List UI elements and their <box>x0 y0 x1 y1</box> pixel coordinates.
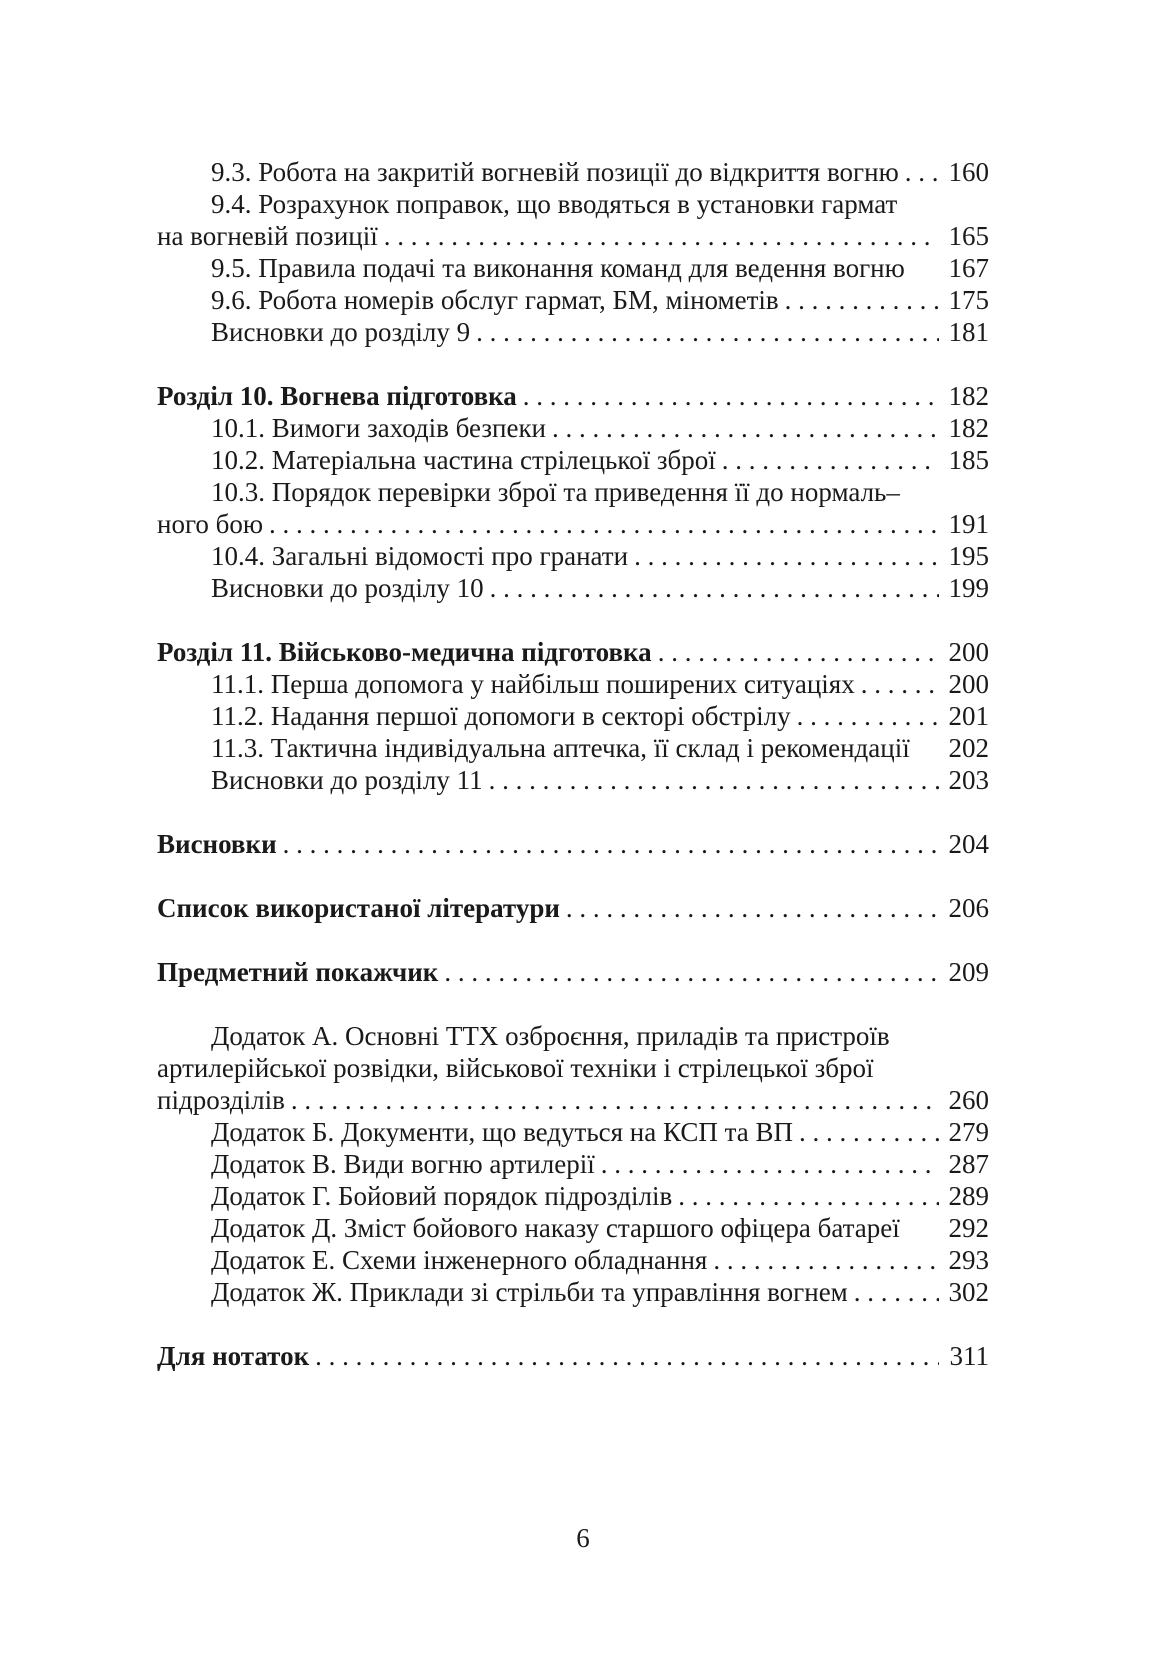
toc-entry-title: 11.1. Перша допомога у найбільш поширених ситуаціях <box>211 669 855 699</box>
table-of-contents <box>157 156 989 1372</box>
toc-page-number: 260 <box>948 1085 989 1115</box>
leader-dots <box>552 412 939 444</box>
toc-page-number: 287 <box>948 1149 989 1179</box>
toc-entry-9-4-line2[interactable] <box>157 220 989 252</box>
toc-conclusions[interactable] <box>157 828 989 860</box>
toc-page-number: 293 <box>948 1245 989 1275</box>
toc-entry-9-6[interactable] <box>157 284 989 316</box>
toc-entry-11-conclusions[interactable] <box>157 764 989 796</box>
toc-entry-title: Додаток Г. Бойовий порядок підрозділів <box>211 1181 673 1211</box>
toc-page-number: 191 <box>948 509 989 539</box>
toc-page-number: 289 <box>948 1181 989 1211</box>
leader-dots <box>291 1084 939 1116</box>
toc-chapter-11[interactable] <box>157 636 989 668</box>
toc-entry-9-3[interactable] <box>157 156 989 188</box>
leader-dots <box>269 508 939 540</box>
leader-dots <box>905 156 939 188</box>
toc-page-number: 200 <box>948 637 989 667</box>
toc-entry-10-1[interactable] <box>157 412 989 444</box>
toc-entry-title: 11.2. Надання першої допомоги в секторі обстрілу <box>211 701 791 731</box>
leader-dots <box>315 1340 939 1372</box>
toc-page-number: 181 <box>948 317 989 347</box>
leader-dots <box>854 1276 939 1308</box>
leader-dots <box>490 572 939 604</box>
leader-dots <box>634 540 939 572</box>
toc-entry-title: Висновки до розділу 11 <box>211 765 483 795</box>
toc-entry-10-3-line2[interactable] <box>157 508 989 540</box>
toc-page-number: 209 <box>948 957 989 987</box>
toc-appendix-g[interactable] <box>157 1180 989 1212</box>
toc-page-number: 199 <box>948 573 989 603</box>
toc-entry-title-continuation: ного бою <box>157 509 264 539</box>
chapter-title: Висновки <box>157 829 277 859</box>
toc-entry-11-1[interactable] <box>157 668 989 700</box>
toc-entry-title-continuation: на вогневій позиції <box>157 221 378 251</box>
toc-subject-index[interactable] <box>157 956 989 988</box>
toc-entry-title: 10.1. Вимоги заходів безпеки <box>211 413 547 443</box>
leader-dots <box>713 1244 939 1276</box>
toc-page-number: 185 <box>948 445 989 475</box>
chapter-title: Предметний покажчик <box>157 957 439 987</box>
toc-entry-title: Додаток Е. Схеми інженерного обладнання <box>211 1245 708 1275</box>
toc-entry-title: Висновки до розділу 9 <box>211 317 471 347</box>
leader-dots <box>384 220 939 252</box>
toc-chapter-10[interactable] <box>157 380 989 412</box>
leader-dots <box>444 956 939 988</box>
toc-page-number: 202 <box>948 733 989 763</box>
toc-entry-11-2[interactable] <box>157 700 989 732</box>
toc-entry-title: 10.3. Порядок перевірки зброї та приведення її до нормаль– <box>211 477 900 507</box>
toc-page-number: 292 <box>948 1213 989 1243</box>
leader-dots <box>722 444 939 476</box>
leader-dots <box>489 764 939 796</box>
toc-notes[interactable] <box>157 1340 989 1372</box>
toc-page-number: 182 <box>948 381 989 411</box>
toc-page-number: 167 <box>948 253 989 283</box>
chapter-title: Розділ 10. Вогнева підготовка <box>157 381 517 411</box>
toc-entry-title: 10.4. Загальні відомості про гранати <box>211 541 629 571</box>
toc-entry-title: 9.4. Розрахунок поправок, що вводяться в установки гармат <box>211 189 898 219</box>
chapter-title: Список використаної літератури <box>157 893 560 923</box>
leader-dots <box>785 284 939 316</box>
toc-entry-9-conclusions[interactable] <box>157 316 989 348</box>
toc-page-number: 195 <box>948 541 989 571</box>
toc-entry-title: 9.6. Робота номерів обслуг гармат, БМ, мінометів <box>211 285 779 315</box>
toc-page-number: 204 <box>948 829 989 859</box>
toc-entry-title: 11.3. Тактична індивідуальна аптечка, її склад і рекомендації <box>211 733 910 763</box>
toc-entry-title: 9.5. Правила подачі та виконання команд для ведення вогню <box>211 253 905 283</box>
page-footer-number: 6 <box>576 1523 590 1553</box>
toc-entry-9-5[interactable] <box>157 252 989 284</box>
toc-entry-title: Висновки до розділу 10 <box>211 573 484 603</box>
leader-dots <box>658 636 939 668</box>
leader-dots <box>797 700 939 732</box>
leader-dots <box>523 380 939 412</box>
toc-entry-10-conclusions[interactable] <box>157 572 989 604</box>
toc-appendix-v[interactable] <box>157 1148 989 1180</box>
toc-appendix-a-line3[interactable] <box>157 1084 989 1116</box>
toc-appendix-zh[interactable] <box>157 1276 989 1308</box>
toc-entry-title: 9.3. Робота на закритій вогневій позиції до відкриття вогню <box>211 157 899 187</box>
toc-entry-title: Додаток Д. Зміст бойового наказу старшого офіцера батареї <box>211 1213 900 1243</box>
leader-dots <box>566 892 939 924</box>
toc-appendix-b[interactable] <box>157 1116 989 1148</box>
toc-entry-10-4[interactable] <box>157 540 989 572</box>
leader-dots <box>799 1116 939 1148</box>
toc-appendix-a-line2[interactable] <box>157 1052 989 1084</box>
toc-appendix-a-line1[interactable] <box>157 1020 989 1052</box>
chapter-title: Розділ 11. Військово-медична підготовка <box>157 637 652 667</box>
toc-appendix-d[interactable] <box>157 1212 989 1244</box>
toc-references[interactable] <box>157 892 989 924</box>
toc-page-number: 175 <box>948 285 989 315</box>
toc-page-number: 201 <box>948 701 989 731</box>
toc-page-number: 203 <box>948 765 989 795</box>
toc-page-number: 279 <box>948 1117 989 1147</box>
toc-page-number: 160 <box>948 157 989 187</box>
toc-entry-title: 10.2. Матеріальна частина стрілецької зброї <box>211 445 716 475</box>
toc-page-number: 302 <box>948 1277 989 1307</box>
leader-dots <box>678 1180 939 1212</box>
toc-entry-title: Додаток Б. Документи, що ведуться на КСП та ВП <box>211 1117 793 1147</box>
toc-page-number: 206 <box>948 893 989 923</box>
toc-entry-10-3-line1[interactable] <box>157 476 989 508</box>
toc-entry-10-2[interactable] <box>157 444 989 476</box>
toc-entry-title-continuation: підрозділів <box>157 1085 285 1115</box>
leader-dots <box>601 1148 939 1180</box>
toc-page-number: 165 <box>948 221 989 251</box>
toc-entry-title: Додаток В. Види вогню артилерії <box>211 1149 595 1179</box>
toc-page-number: 182 <box>948 413 989 443</box>
toc-entry-title: Додаток А. Основні ТТХ озброєння, приладів та пристроїв <box>211 1021 890 1051</box>
toc-entry-11-3[interactable] <box>157 732 989 764</box>
leader-dots <box>283 828 939 860</box>
leader-dots <box>861 668 939 700</box>
toc-page-number: 311 <box>949 1341 989 1371</box>
toc-entry-9-4-line1[interactable] <box>157 188 989 220</box>
leader-dots <box>476 316 939 348</box>
toc-entry-title: Додаток Ж. Приклади зі стрільби та управління вогнем <box>211 1277 848 1307</box>
toc-page-number: 200 <box>948 669 989 699</box>
toc-appendix-e[interactable] <box>157 1244 989 1276</box>
toc-entry-title-continuation: артилерійської розвідки, військової техніки і стрілецької зброї <box>157 1053 874 1083</box>
chapter-title: Для нотаток <box>157 1341 310 1371</box>
